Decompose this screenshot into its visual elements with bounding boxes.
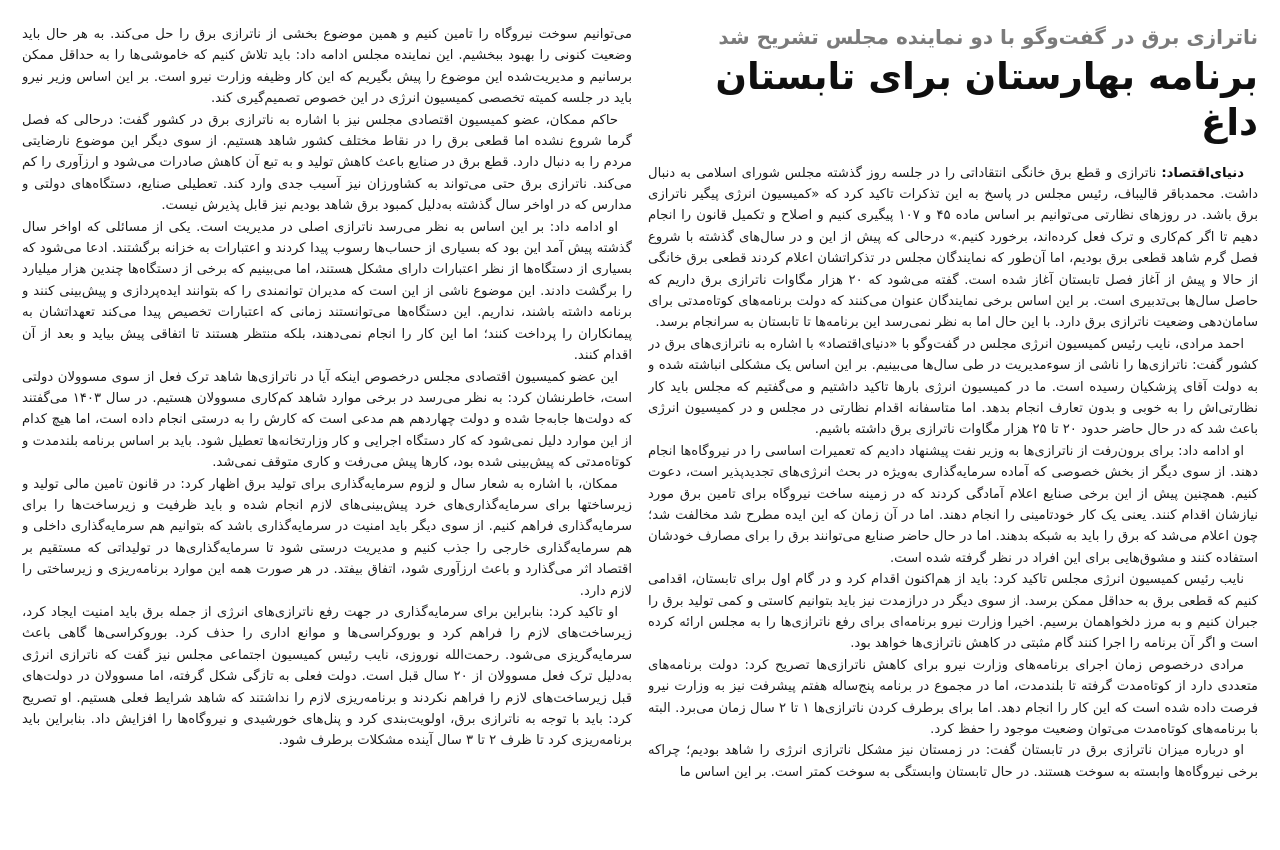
- body-paragraph: او تاکید کرد: بنابراین برای سرمایه‌گذاری در جهت رفع ناترازی‌های انرژی از جمله برق باید امنیت ایجاد کرد، زیرساخت‌های لازم را فراهم کرد و بوروکراسی‌ها و موانع اداری را حذف کرد. بوروکراسی‌ها گاهی باعث سرمایه‌گریزی می‌شود. رحمت‌الله نوروزی، نایب رئیس کمیسیون اجتماعی مجلس نیز گفت که ناترازی انرژی به‌دلیل ترک فعل مسوولان از ۲۰ سال قبل است. دولت فعلی به تازگی شکل گرفته، اما مسوولان در دولت‌های قبل زیرساخت‌های لازم را فراهم نکردند و برنامه‌ریزی لازم را نداشتند که شاهد شرایط فعلی هستیم. او تصریح کرد: باید با توجه به ناترازی برق، اولویت‌بندی کرد و پنل‌های خورشیدی و نیروگاه‌ها را افزایش داد. بنابراین باید برنامه‌ریزی کرد تا ظرف ۲ تا ۳ سال آینده مشکلات برطرف شود.: [22, 604, 632, 749]
- source-label: دنیای‌اقتصاد:: [1161, 165, 1244, 181]
- body-paragraph: حاکم ممکان، عضو کمیسیون اقتصادی مجلس نیز با اشاره به ناترازی برق در کشور گفت: درحالی که فصل گرما شروع نشده اما قطعی برق را در نقاط مختلف کشور شاهد هستیم. از سوی دیگر این موضوع نارضایتی مردم را به دنبال دارد. قطع برق در صنایع باعث کاهش تولید و به تبع آن کاهش صادرات می‌شود و ارزآوری را کم می‌کند. ناترازی برق حتی می‌تواند به کشاورزان نیز آسیب جدی وارد کند. تعطیلی صنایع، دستگاه‌های دولتی و مدارس که در اواخر سال گذشته به‌دلیل کمبود برق شاهد بودیم نیز قابل پذیرش نیست.: [22, 112, 632, 214]
- paragraph-text: ناترازی و قطع برق خانگی انتقاداتی را در جلسه روز گذشته مجلس شورای اسلامی به دنبال داشت. محمدباقر قالیباف، رئیس مجلس در پاسخ به این تذکرات تاکید کرد که «کمیسیون انرژی پیگیر ناترازی برق باشد. در روزهای نظارتی می‌توانیم بر اساس ماده ۴۵ و ۱۰۷ پیگیری کنیم و اصلاح و تکمیل قانون را انجام دهیم تا اگر کم‌کاری و ترک فعل کرده‌اند، برخورد کنیم.» درحالی که پیش از این و در سال‌های گذشته با شروع فصل گرم شاهد قطعی برق بودیم، اما آن‌طور که نمایندگان مجلس در تذکراتشان اعلام کردند قطعی برق خانگی از حالا و پیش از آغاز فصل تابستان آغاز شده است. گفته می‌شود که ۲۰ هزار مگاوات ناترازی برق داریم که حاصل سال‌ها بی‌تدبیری است. بر این اساس برخی نمایندگان عنوان می‌کنند که دولت برنامه‌های کوتاه‌مدتی برای سامان‌دهی وضعیت ناترازی برق دارد. با این حال اما به نظر نمی‌رسد این برنامه‌ها تا تابستان به سرانجام برسد.: [648, 165, 1258, 331]
- headline: برنامه بهارستان برای تابستان داغ: [715, 55, 1258, 145]
- left-column: [22, 24, 632, 834]
- body-paragraph: مرادی درخصوص زمان اجرای برنامه‌های وزارت نیرو برای کاهش ناترازی‌ها تصریح کرد: دولت برنامه‌های متعددی دارد از کوتاه‌مدت گرفته تا بلندمدت، اما در مجموع در برنامه پنج‌ساله هفتم پیشرفت نیز به وزارت نیرو فرصت داده شده است که این کار را انجام دهد. اما برای برطرف کردن ناترازی‌ها ۱ تا ۲ سال زمان می‌برد. البته با برنامه‌های کوتاه‌مدت می‌توان وضعیت موجود را حفظ کرد.: [648, 657, 1258, 738]
- body-paragraph: می‌توانیم سوخت نیروگاه را تامین کنیم و همین موضوع بخشی از ناترازی برق را حل می‌کند. به هر حال باید وضعیت کنونی را بهبود ببخشیم. این نماینده مجلس ادامه داد: باید تلاش کنیم که خاموشی‌ها را به حداقل ممکن برسانیم و مدیریت‌شده این موضوع را پیش بگیریم که این کار وظیفه وزارت نیرو است. بر این اساس وزیر نیرو باید در جلسه کمیته تخصصی کمیسیون انرژی در این خصوص تصمیم‌گیری کند.: [22, 27, 632, 107]
- body-paragraph: او ادامه داد: برای برون‌رفت از ناترازی‌ها به وزیر نفت پیشنهاد دادیم که تعمیرات اساسی را در نیروگاه‌ها انجام دهند. از سوی دیگر از بخش خصوصی که آماده سرمایه‌گذاری به‌ویژه در بحث انرژی‌های تجدیدپذیر است، دعوت کنیم. همچنین پیش از این برخی صنایع اعلام آمادگی کردند که در زمینه ساخت نیروگاه برای تامین برق مورد نیازشان اقدام کنند. یعنی یک کار خودتامینی را انجام دهند. اما در آن زمان که این ایده مطرح شد مخالفت شد؛ چون اعلام می‌شد که برق را باید به شبکه بدهند. اما در حال حاضر صنایع می‌توانند برق را برای مصارف خودشان استفاده کنند و مشوق‌هایی برای این افراد در نظر گرفته شده است.: [648, 443, 1258, 566]
- body-paragraph: ممکان، با اشاره به شعار سال و لزوم سرمایه‌گذاری برای تولید برق اظهار کرد: در قانون تامین مالی تولید و زیرساختها برای سرمایه‌گذاری‌های خرد پیش‌بینی‌های لازم انجام شده و باید ظرفیت و زیرساخت‌ها را برای سرمایه‌گذاری فراهم کنیم. از سوی دیگر باید امنیت در سرمایه‌گذاری باشد که بتوانیم هم سرمایه‌گذاری داخلی و هم سرمایه‌گذاری خارجی را جذب کنیم و مدیریت درستی شود تا سرمایه‌گذاری‌ها در تولیداتی که مستقیم بر اقتصاد اثر می‌گذارد و باعث ارزآوری شود، اتفاق بیفتد. در هر صورت همه این موارد برنامه‌ریزی و زیرساختی را لازم دارد.: [22, 476, 632, 599]
- kicker: ناترازی برق در گفت‌وگو با دو نماینده مجلس تشریح شد: [718, 25, 1258, 49]
- body-paragraph: او ادامه داد: بر این اساس به نظر می‌رسد ناترازی اصلی در مدیریت است. یکی از مسائلی که اواخر سال گذشته پیش آمد این بود که بسیاری از حساب‌ها رسوب پیدا کردند و اعتبارات به خزانه برگشتند. ادعا می‌شود که بسیاری از دستگاه‌ها از نظر اعتبارات دارای مشکل هستند، اما می‌بینیم که برخی از دستگاه‌ها چندین هزار میلیارد را برگشت دادند. این موضوع ناشی از این است که مدیران توانمندی را که بتوانند ایده‌پردازی و پیش‌بینی کنند و برنامه داشته باشند، نداریم. این دستگاه‌ها می‌توانستند زمانی که اعتبارات تخصیص پیدا می‌کند تعهداتشان به پیمانکاران را پرداخت کنند؛ اما این کار را انجام نمی‌دهند، بلکه منتظر هستند تا اتفاقی پیش بیاید و بعد از آن اقدام کنند.: [22, 219, 632, 364]
- right-column: [648, 24, 1258, 834]
- body-paragraph: نایب رئیس کمیسیون انرژی مجلس تاکید کرد: باید از هم‌اکنون اقدام کرد و در گام اول برای تابستان، اقدامی کنیم که قطعی برق به حداقل ممکن برسد. از سوی دیگر در درازمدت نیز باید بتوانیم کاستی و کمی تولید برق را جبران کنیم و به مرز دلخواهمان برسیم. اخیرا وزارت نیرو برنامه‌ای برای رفع ناترازی‌ها را به مجلس ارائه کرده است و اگر آن برنامه را اجرا کنند گام مثبتی در کاهش ناترازی‌ها خواهد بود.: [648, 572, 1258, 652]
- body-paragraph: احمد مرادی، نایب رئیس کمیسیون انرژی مجلس در گفت‌وگو با «دنیای‌اقتصاد» با اشاره به ناترازی‌های برق در کشور گفت: ناترازی‌ها را ناشی از سوءمدیریت در طی سال‌ها می‌بینیم. بر این اساس یک مشکلی انباشته شده و به دولت آقای پزشکیان رسیده است. ما در کمیسیون انرژی بارها تاکید داشتیم و می‌گفتیم که مجلس باید کار نظارتی‌اش را به خوبی و بدون تعارف انجام بدهد. اما متاسفانه اقدام نظارتی در مجلس و در کمیسیون انرژی باعث شد که در حال حاضر حدود ۲۰ تا ۲۵ هزار مگاوات ناترازی برق داشته باشیم.: [648, 336, 1258, 438]
- body-paragraph: او درباره میزان ناترازی برق در تابستان گفت: در زمستان نیز مشکل ناترازی انرژی را شاهد بودیم؛ چراکه برخی نیروگاه‌ها وابسته به سوخت هستند. در حال تابستان وابستگی به سوخت کمتر است. بر این اساس ما: [648, 743, 1258, 780]
- body-paragraph: این عضو کمیسیون اقتصادی مجلس درخصوص اینکه آیا در ناترازی‌ها شاهد ترک فعل از سوی مسوولان دولتی است، خاطرنشان کرد: به نظر می‌رسد در برخی موارد شاهد کم‌کاری مسوولان هستیم. در سال ۱۴۰۳ می‌گفتند که دولت‌ها جابه‌جا شده و دولت چهاردهم هم مدعی است که کارش را به درستی انجام داده است، اما هیچ کدام از این موارد دلیل نمی‌شود که کار دستگاه اجرایی و کار وزارتخانه‌ها تعطیل شود. باید بر اساس برنامه بلندمدت و کوتاه‌مدتی که پیش‌بینی شده بود، کارها پیش می‌رفت و کاری متوقف نمی‌شد.: [22, 369, 632, 471]
- body-paragraph: [648, 163, 1258, 334]
